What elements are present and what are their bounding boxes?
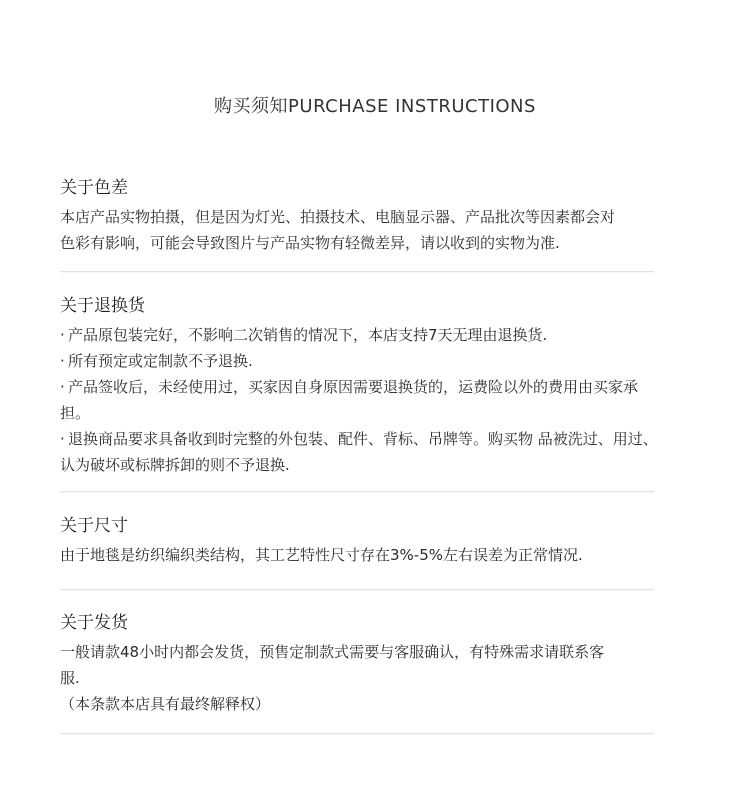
- color-paragraph-line: 色彩有影响，可能会导致图片与产品实物有轻微差异，请以收到的实物为准.: [60, 234, 560, 252]
- section-color-difference: [60, 176, 660, 256]
- bullet-icon: ·: [60, 352, 65, 370]
- bullet-icon: ·: [60, 326, 65, 344]
- section-divider: [60, 733, 654, 734]
- bullet-icon: ·: [60, 378, 65, 396]
- section-divider: [60, 491, 654, 492]
- page-title: 购买须知PURCHASE INSTRUCTIONS: [214, 96, 536, 117]
- section-size: [60, 514, 660, 568]
- shipping-note: （本条款本店具有最终解释权）: [60, 695, 271, 713]
- section-heading-shipping: 关于发货: [60, 613, 128, 633]
- section-heading-returns: 关于退换货: [60, 296, 145, 316]
- list-item-text: 所有预定或定制款不予退换.: [68, 352, 253, 370]
- section-returns: [60, 294, 660, 478]
- section-heading-color: 关于色差: [60, 178, 128, 198]
- list-item: [60, 426, 660, 478]
- shipping-paragraph-line: 一般请款48小时内都会发货，预售定制款式需要与客服确认，有特殊需求请联系客: [60, 643, 605, 661]
- shipping-paragraph-line: 服.: [60, 669, 80, 687]
- list-item: [60, 322, 660, 348]
- list-item: [60, 348, 660, 374]
- list-item: [60, 374, 660, 426]
- size-paragraph: 由于地毯是纺织编织类结构，其工艺特性尺寸存在3%-5%左右误差为正常情况.: [60, 546, 583, 564]
- list-item-text: 产品原包装完好，不影响二次销售的情况下，本店支持7天无理由退换货.: [68, 326, 548, 344]
- list-item-text: 产品签收后，未经使用过，买家因自身原因需要退换货的，运费险以外的费用由买家承担。: [60, 378, 639, 422]
- list-item-text: 退换商品要求具备收到时完整的外包装、配件、背标、吊牌等。购买物 品被洗过、用过、认为破坏或标牌拆卸的则不予退换.: [60, 430, 658, 474]
- bullet-icon: ·: [60, 430, 65, 448]
- color-paragraph-line: 本店产品实物拍摄，但是因为灯光、拍摄技术、电脑显示器、产品批次等因素都会对: [60, 208, 616, 226]
- section-divider: [60, 271, 654, 272]
- section-shipping: [60, 611, 660, 717]
- section-divider: [60, 589, 654, 590]
- returns-list: [60, 322, 660, 478]
- section-heading-size: 关于尺寸: [60, 516, 128, 536]
